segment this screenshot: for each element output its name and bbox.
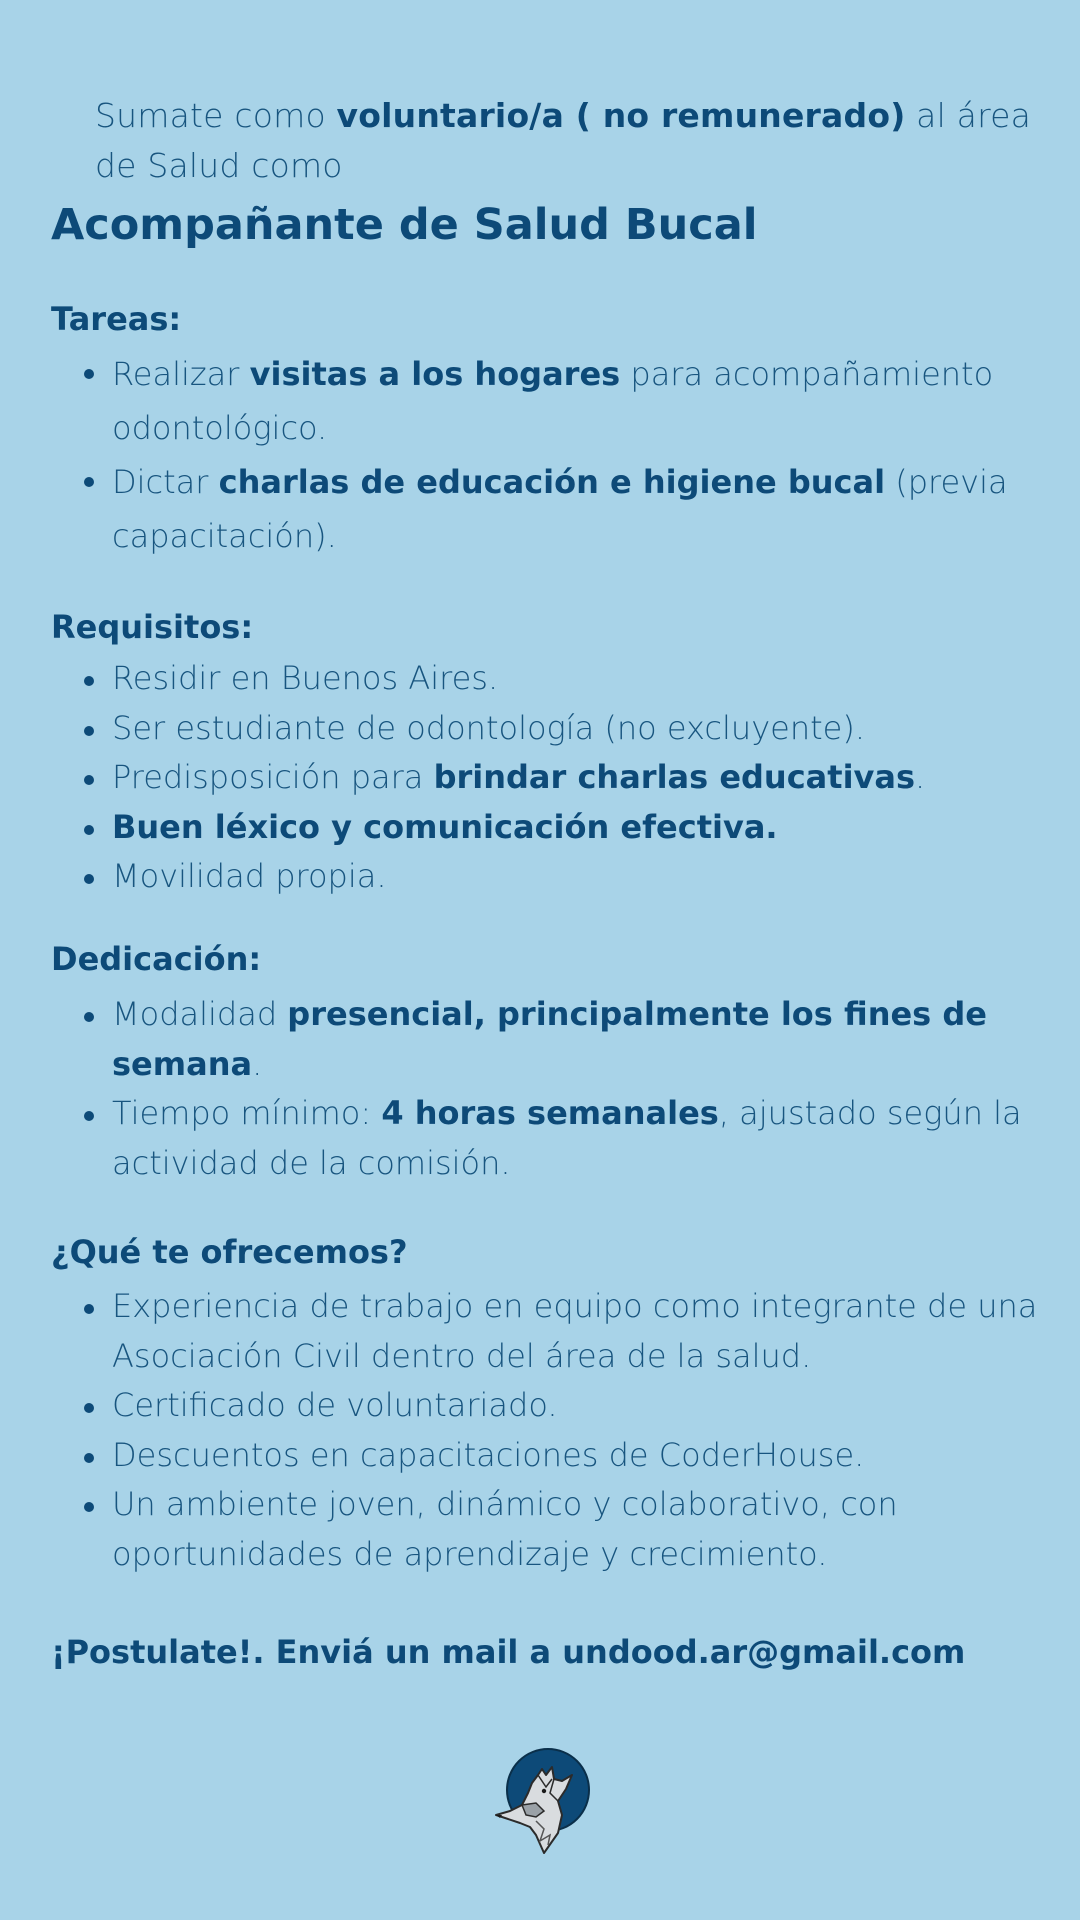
list-item: Experiencia de trabajo en equipo como integrante de una Asociación Civil dentro del área de la salud. (51, 1282, 1041, 1381)
apply-call-to-action: ¡Postulate!. Enviá un mail a undood.ar@gmail.com (51, 1633, 966, 1671)
requisitos-heading: Requisitos: (51, 608, 254, 646)
ofrecemos-heading: ¿Qué te ofrecemos? (51, 1233, 408, 1271)
page-title: Acompañante de Salud Bucal (51, 200, 758, 250)
list-item: Ser estudiante de odontología (no excluyente). (51, 704, 1041, 754)
list-item: Realizar visitas a los hogares para acompañamiento odontológico. (51, 347, 1041, 455)
list-item: Certificado de voluntariado. (51, 1381, 1041, 1431)
list-item: Un ambiente joven, dinámico y colaborativo, con oportunidades de aprendizaje y crecimiento. (51, 1480, 1041, 1579)
ofrecemos-list (51, 1282, 1041, 1579)
dedicacion-heading: Dedicación: (51, 940, 262, 978)
howling-wolf-logo-icon (492, 1745, 592, 1855)
list-item: Buen léxico y comunicación efectiva. (51, 803, 1041, 853)
tareas-heading: Tareas: (51, 300, 182, 338)
intro-text: Sumate como voluntario/a ( no remunerado) al área de Salud como (95, 96, 1032, 185)
list-item: Modalidad presencial, principalmente los fines de semana. (51, 990, 1041, 1089)
list-item: Movilidad propia. (51, 852, 1041, 902)
requisitos-list (51, 654, 1041, 902)
list-item: Dictar charlas de educación e higiene bucal (previa capacitación). (51, 455, 1041, 563)
dedicacion-list (51, 990, 1041, 1188)
tareas-list (51, 347, 1041, 563)
list-item: Descuentos en capacitaciones de CoderHouse. (51, 1431, 1041, 1481)
list-item: Predisposición para brindar charlas educativas. (51, 753, 1041, 803)
list-item: Tiempo mínimo: 4 horas semanales, ajustado según la actividad de la comisión. (51, 1089, 1041, 1188)
list-item: Residir en Buenos Aires. (51, 654, 1041, 704)
